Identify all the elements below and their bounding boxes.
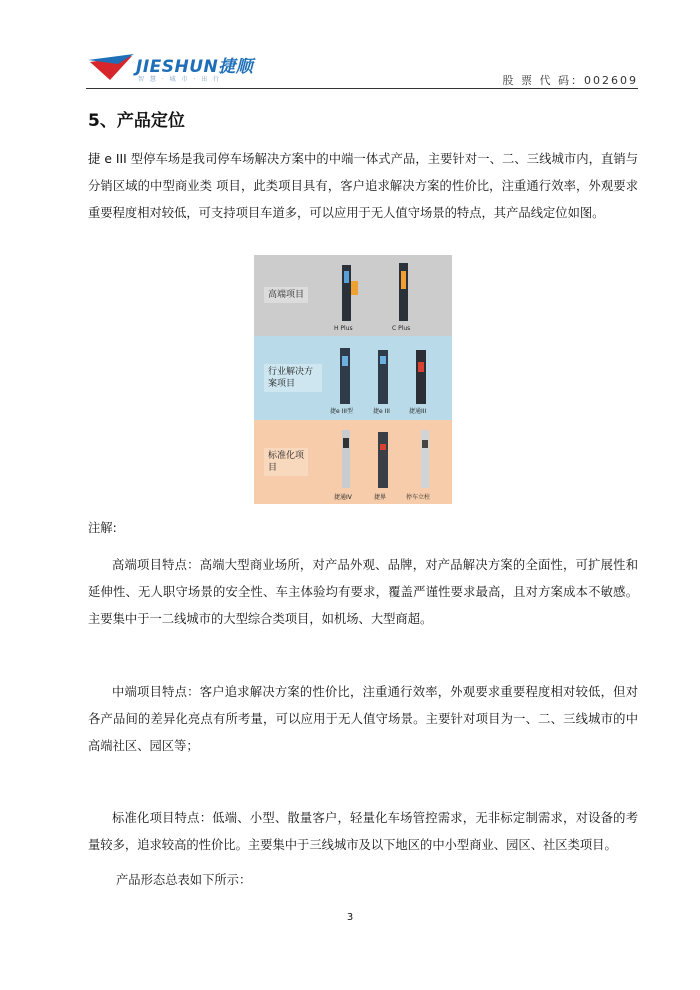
band-label: 行业解决方案项目 [264,364,322,392]
notes-heading: 注解: [88,521,117,535]
brand-tagline: 智 慧 · 城 市 · 出 行 [138,76,222,83]
brand-name: JIESHUN捷顺 [136,57,254,77]
page-header [0,0,700,90]
jie-jie-terminal-icon [374,430,392,490]
page-number: 3 [346,912,354,923]
parking-pillar-icon [418,428,432,490]
product-label: C Plus [392,325,411,332]
product-label: H Plus [334,325,353,332]
jie-tong-iii-terminal-icon [412,348,430,406]
jie-e-iii-b-terminal-icon [374,348,392,406]
product-label: 捷e III [373,408,390,415]
company-logo [88,50,258,88]
band-high-end [254,255,452,336]
jie-tong-iv-terminal-icon [338,428,354,490]
h-plus-terminal-icon [336,263,362,323]
product-label: 捷通IV [334,494,352,501]
high-end-notes: 高端项目特点：高端大型商业场所，对产品外观、品牌，对产品解决方案的全面性，可扩展性和延伸性、无人职守场景的安全性、车主体验均有要求，覆盖严谨性要求最高，且对方案成本不敏感。主要集中于一二线城市的大型综合类项目，如机场、大型商超。 [88,558,638,626]
mid-end-notes: 中端项目特点：客户追求解决方案的性价比，注重通行效率，外观要求重要程度相对较低，但对各产品间的差异化亮点有所考量，可以应用于无人值守场景。主要针对项目为一、二、三线城市的中高端社区、园区等； [88,685,638,753]
band-industry-solution [254,336,452,420]
jie-e-iii-terminal-icon [336,346,354,406]
product-label: 捷界 [374,494,387,501]
product-label: 捷通III [409,408,427,415]
band-label: 标准化项目 [264,448,308,476]
product-positioning-figure [254,255,452,504]
intro-paragraph: 捷 e III 型停车场是我司停车场解决方案中的中端一体式产品，主要针对一、二、三线城市内，直销与分销区域的中型商业类 项目，此类项目具有，客户追求解决方案的性价比，注重通行效率，外观要求重要程度相对较低，可支持项目车道多，可以应用于无人值守场景的特点，其产品线定位如图。 [88,152,638,220]
logo-wing-icon [88,52,134,82]
product-label: 捷e III型 [330,408,353,415]
summary-line: 产品形态总表如下所示： [116,873,252,887]
band-label: 高端项目 [264,287,308,303]
standard-notes: 标准化项目特点：低端、小型、散量客户，轻量化车场管控需求，无非标定制需求，对设备的考量较多，追求较高的性价比。主要集中于三线城市及以下地区的中小型商业、园区、社区类项目。 [88,811,638,852]
header-divider [86,88,638,89]
section-title: 5、产品定位 [88,111,185,131]
c-plus-terminal-icon [394,261,414,323]
product-label: 停车立柱 [406,494,431,501]
band-standardized [254,420,452,504]
stock-code: 股 票 代 码：002609 [502,74,638,87]
